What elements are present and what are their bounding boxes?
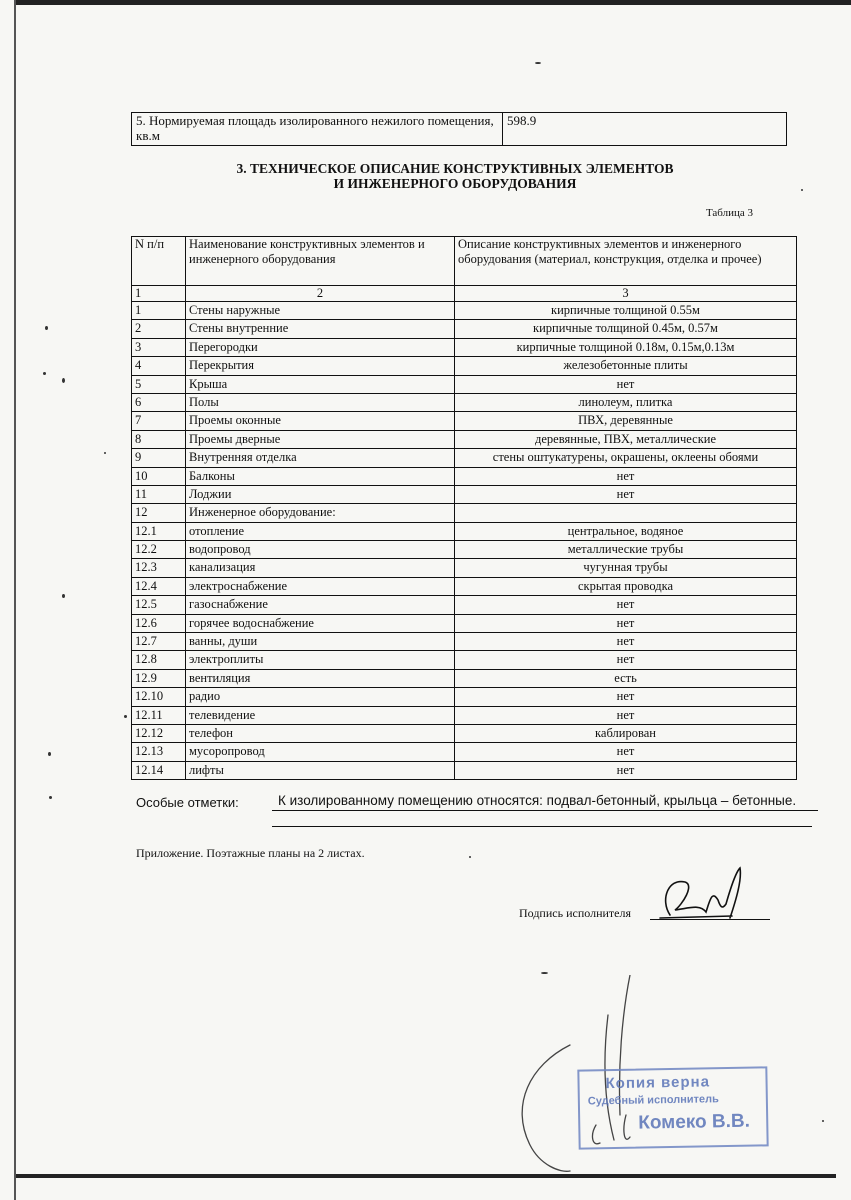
row-description: линолеум, плитка [455, 393, 797, 411]
table-row [132, 761, 797, 779]
table-row [132, 688, 797, 706]
table-row [132, 633, 797, 651]
row-number: 12.11 [132, 706, 186, 724]
header-element-name: Наименование конструктивных элементов и инженерного оборудования [186, 237, 455, 286]
row-description: нет [455, 633, 797, 651]
row-element-name: электроплиты [186, 651, 455, 669]
row-number: 12.9 [132, 669, 186, 687]
row-element-name: ванны, души [186, 633, 455, 651]
row-description: стены оштукатурены, окрашены, оклеены обоями [455, 449, 797, 467]
column-number-3: 3 [455, 286, 797, 302]
row-element-name: Проемы дверные [186, 430, 455, 448]
table-row [132, 706, 797, 724]
table-row [132, 302, 797, 320]
row-element-name: отопление [186, 522, 455, 540]
row-element-name: Перегородки [186, 338, 455, 356]
row-element-name: радио [186, 688, 455, 706]
row-number: 11 [132, 485, 186, 503]
area-table [131, 112, 787, 146]
row-element-name: лифты [186, 761, 455, 779]
row-number: 12.2 [132, 541, 186, 559]
row-element-name: водопровод [186, 541, 455, 559]
area-label: 5. Нормируемая площадь изолированного нежилого помещения, кв.м [132, 113, 503, 146]
column-number-2: 2 [186, 286, 455, 302]
table-row [132, 375, 797, 393]
table-row [132, 651, 797, 669]
table-row [132, 485, 797, 503]
table-row [132, 320, 797, 338]
table-row [132, 541, 797, 559]
table-row [132, 467, 797, 485]
row-element-name: канализация [186, 559, 455, 577]
row-description: железобетонные плиты [455, 357, 797, 375]
row-number: 12.7 [132, 633, 186, 651]
row-number: 3 [132, 338, 186, 356]
row-number: 12.3 [132, 559, 186, 577]
table-row [132, 338, 797, 356]
row-description: кирпичные толщиной 0.45м, 0.57м [455, 320, 797, 338]
table-row [132, 357, 797, 375]
table-row [132, 614, 797, 632]
table-row [132, 393, 797, 411]
table-row [132, 669, 797, 687]
row-description: каблирован [455, 724, 797, 742]
row-description: скрытая проводка [455, 577, 797, 595]
row-element-name: Полы [186, 393, 455, 411]
remarks-text: К изолированному помещению относятся: подвал-бетонный, крыльца – бетонные. [272, 793, 818, 811]
row-description: кирпичные толщиной 0.55м [455, 302, 797, 320]
row-number: 6 [132, 393, 186, 411]
table-row [132, 743, 797, 761]
row-description: есть [455, 669, 797, 687]
row-number: 12.10 [132, 688, 186, 706]
table-row [132, 724, 797, 742]
row-description: нет [455, 467, 797, 485]
row-element-name: вентиляция [186, 669, 455, 687]
row-description: нет [455, 743, 797, 761]
row-number: 12.12 [132, 724, 186, 742]
table-number-label: Таблица 3 [705, 207, 753, 219]
table-row [132, 504, 797, 522]
table-row [132, 577, 797, 595]
row-number: 5 [132, 375, 186, 393]
row-description: нет [455, 688, 797, 706]
column-numbers-row [132, 286, 797, 302]
row-element-name: Крыша [186, 375, 455, 393]
row-description: ПВХ, деревянные [455, 412, 797, 430]
row-description: кирпичные толщиной 0.18м, 0.15м,0.13м [455, 338, 797, 356]
row-description: нет [455, 614, 797, 632]
row-number: 12.4 [132, 577, 186, 595]
row-element-name: Инженерное оборудование: [186, 504, 455, 522]
row-element-name: электроснабжение [186, 577, 455, 595]
row-description: нет [455, 706, 797, 724]
row-number: 8 [132, 430, 186, 448]
row-element-name: мусоропровод [186, 743, 455, 761]
row-element-name: Внутренняя отделка [186, 449, 455, 467]
signature-label: Подпись исполнителя [519, 906, 631, 920]
row-number: 12.14 [132, 761, 186, 779]
row-element-name: горячее водоснабжение [186, 614, 455, 632]
row-number: 12.5 [132, 596, 186, 614]
section-title-line2: И ИНЖЕНЕРНОГО ОБОРУДОВАНИЯ [333, 176, 577, 191]
row-description: нет [455, 485, 797, 503]
row-description: деревянные, ПВХ, металлические [455, 430, 797, 448]
row-element-name: Стены внутренние [186, 320, 455, 338]
row-element-name: телевидение [186, 706, 455, 724]
row-description: металлические трубы [455, 541, 797, 559]
scan-edge-top [14, 0, 851, 5]
row-element-name: Проемы оконные [186, 412, 455, 430]
row-element-name: телефон [186, 724, 455, 742]
stamp-line1: Копия верна [605, 1073, 711, 1093]
row-number: 4 [132, 357, 186, 375]
section-title-line1: 3. ТЕХНИЧЕСКОЕ ОПИСАНИЕ КОНСТРУКТИВНЫХ ЭЛЕМЕНТОВ [236, 161, 674, 176]
certification-stamp [577, 1066, 768, 1149]
appendix-note: Приложение. Поэтажные планы на 2 листах. [136, 846, 365, 860]
row-element-name: газоснабжение [186, 596, 455, 614]
scan-edge-left [14, 0, 16, 1200]
row-number: 9 [132, 449, 186, 467]
row-number: 12.8 [132, 651, 186, 669]
row-description: нет [455, 761, 797, 779]
row-element-name: Балконы [186, 467, 455, 485]
row-number: 12.6 [132, 614, 186, 632]
row-number: 12 [132, 504, 186, 522]
row-number: 7 [132, 412, 186, 430]
row-number: 1 [132, 302, 186, 320]
section-title [140, 161, 770, 191]
table-row [132, 559, 797, 577]
scan-edge-bottom [16, 1174, 836, 1178]
row-element-name: Стены наружные [186, 302, 455, 320]
remarks-second-line [272, 826, 812, 827]
row-element-name: Перекрытия [186, 357, 455, 375]
table-row [132, 596, 797, 614]
row-description: центральное, водяное [455, 522, 797, 540]
handwritten-signature [640, 860, 760, 930]
row-description [455, 504, 797, 522]
table-row [132, 430, 797, 448]
table-row [132, 522, 797, 540]
row-description: нет [455, 596, 797, 614]
row-description: нет [455, 375, 797, 393]
row-number: 12.13 [132, 743, 186, 761]
stamp-line2: Судебный исполнитель [587, 1093, 719, 1108]
row-number: 2 [132, 320, 186, 338]
constructive-elements-table [131, 236, 797, 780]
table-header-row [132, 237, 797, 286]
row-number: 12.1 [132, 522, 186, 540]
header-number: N п/п [132, 237, 186, 286]
header-description: Описание конструктивных элементов и инженерного оборудования (материал, конструкция, отделка и прочее) [455, 237, 797, 286]
row-element-name: Лоджии [186, 485, 455, 503]
area-value: 598.9 [503, 113, 787, 146]
column-number-1: 1 [132, 286, 186, 302]
stamp-line3: Комеко В.В. [638, 1110, 751, 1134]
remarks-label: Особые отметки: [136, 795, 239, 810]
row-description: чугунная трубы [455, 559, 797, 577]
row-number: 10 [132, 467, 186, 485]
row-description: нет [455, 651, 797, 669]
table-row [132, 449, 797, 467]
table-row [132, 412, 797, 430]
